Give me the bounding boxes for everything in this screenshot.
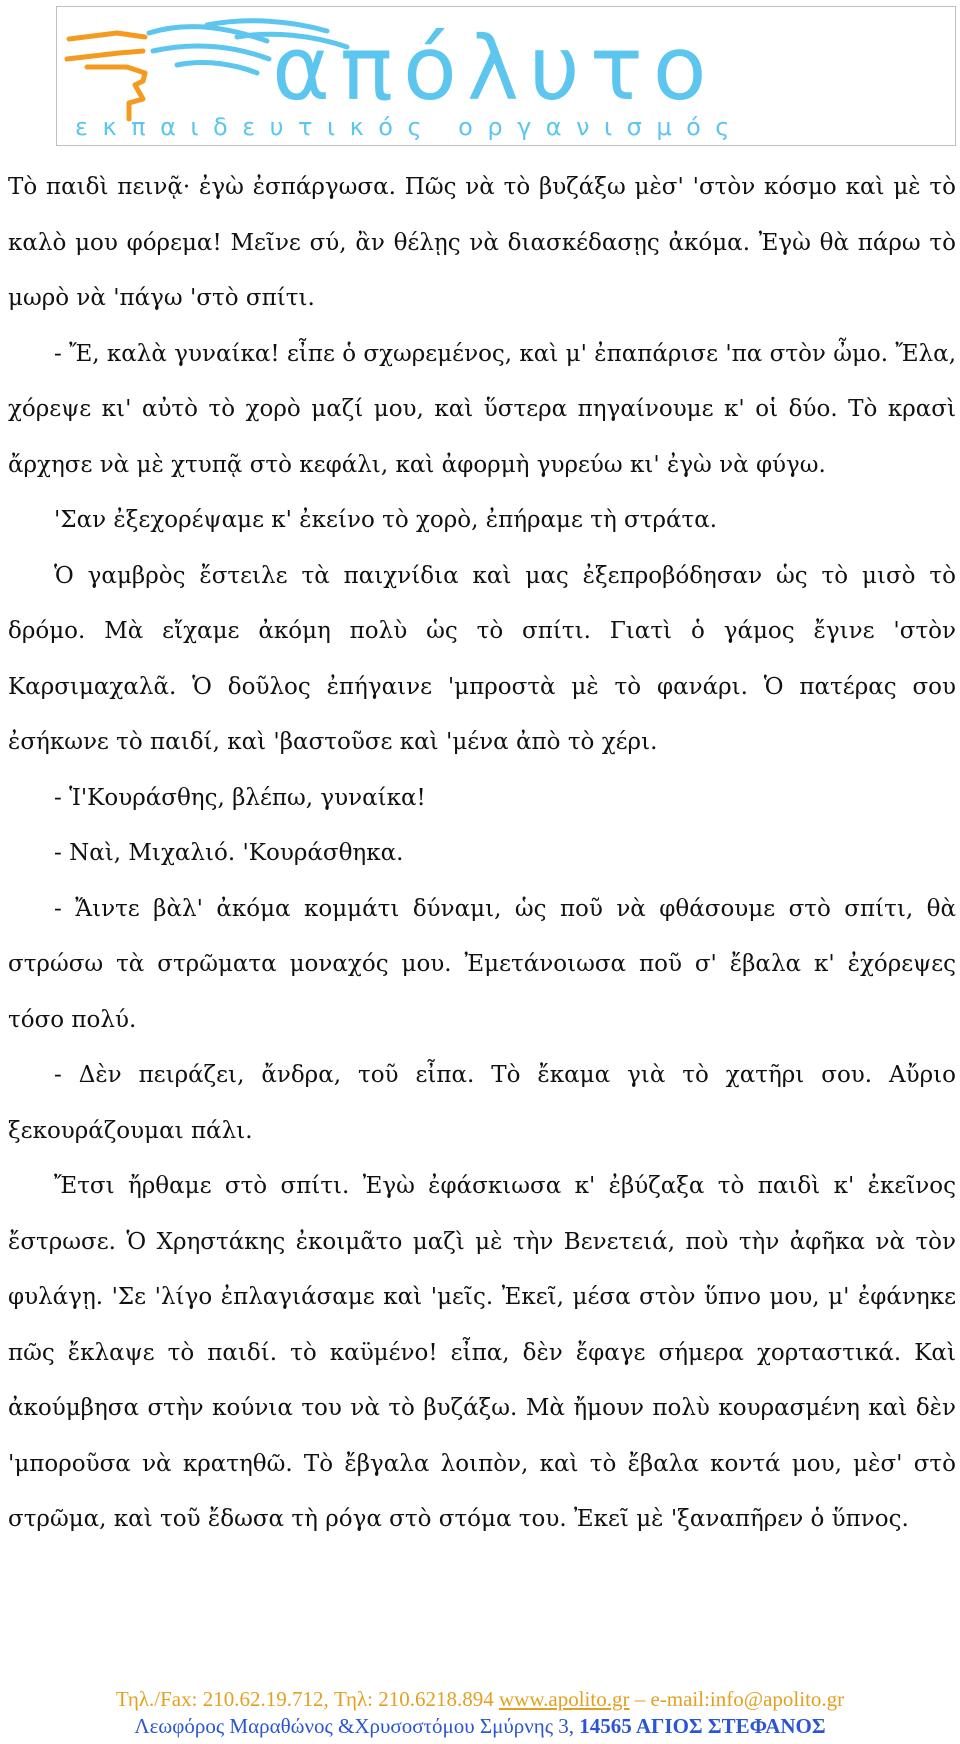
- paragraph: - Ἄιντε βὰλ' ἀκόμα κομμάτι δύναμι, ὡς ποῦ νὰ φθάσουμε στὸ σπίτι, θὰ στρώσω τὰ στρῶματα μοναχός μου. Ἐμετάνοιωσα ποῦ σ' ἔβαλα κ' ἐχόρεψες τόσο πολύ.: [8, 895, 956, 1033]
- footer-website-link[interactable]: www.apolito.gr: [499, 1687, 630, 1711]
- footer-separator: –: [634, 1687, 646, 1711]
- page-footer: [0, 1686, 960, 1740]
- paragraph: Ἔτσι ἤρθαμε στὸ σπίτι. Ἐγὼ ἐφάσκιωσα κ' ἐβύζαξα τὸ παιδὶ κ' ἐκεῖνος ἔστρωσε. Ὁ Χρηστάκης ἐκοιμᾶτο μαζὶ μὲ τὴν Βενετειά, ποὺ τὴν ἀφῆκα νὰ τὸν φυλάγῃ. 'Σε 'λίγο ἐπλαγιάσαμε καὶ 'μεῖς. Ἐκεῖ, μέσα στὸν ὕπνο μου, μ' ἐφάνηκε πῶς ἔκλαψε τὸ παιδί. τὸ καϋμένο! εἶπα, δὲν ἔφαγε σήμερα χορταστικά. Καὶ ἀκούμβησα στὴν κούνια του νὰ τὸ βυζάξω. Μὰ ἤμουν πολὺ κουρασμένη καὶ δὲν 'μποροῦσα νὰ κρατηθῶ. Τὸ ἔβγαλα λοιπὸν, καὶ τὸ ἔβαλα κοντά μου, μὲσ' στὸ στρῶμα, καὶ τοῦ ἔδωσα τὴ ρόγα στὸ στόμα του. Ἐκεῖ μὲ 'ξαναπῆρεν ὁ ὕπνος.: [8, 1173, 956, 1532]
- paragraph: Ὁ γαμβρὸς ἔστειλε τὰ παιχνίδια καὶ μας ἐξεπροβόδησαν ὡς τὸ μισὸ τὸ δρόμο. Μὰ εἴχαμε ἀκόμη πολὺ ὡς τὸ σπίτι. Γιατὶ ὁ γάμος ἔγινε 'στὸν Καρσιμαχαλᾶ. Ὁ δοῦλος ἐπήγαινε 'μπροστὰ μὲ τὸ φανάρι. Ὁ πατέρας σου ἐσήκωνε τὸ παιδί, καὶ 'βαστοῦσε καὶ 'μένα ἀπὸ τὸ χέρι.: [8, 562, 956, 755]
- paragraph: Τὸ παιδὶ πεινᾷ· ἐγὼ ἐσπάργωσα. Πῶς νὰ τὸ βυζάξω μὲσ' 'στὸν κόσμο καὶ μὲ τὸ καλὸ μου φόρεμα! Μεῖνε σύ, ἂν θέλῃς νὰ διασκέδασῃς ἀκόμα. Ἐγὼ θὰ πάρω τὸ μωρὸ νὰ 'πάγω 'στὸ σπίτι.: [8, 174, 956, 311]
- paragraph: 'Σαν ἐξεχορέψαμε κ' ἐκείνο τὸ χορὸ, ἐπήραμε τὴ στράτα.: [54, 507, 718, 533]
- logo-wordmark: απόλυτο: [272, 17, 717, 120]
- header-logo-frame: [56, 6, 956, 146]
- footer-contact-line: [0, 1686, 960, 1713]
- paragraph: - Ἔ, καλὰ γυναίκα! εἶπε ὁ σχωρεμένος, καὶ μ' ἐπαπάρισε 'πα στὸν ὦμο. Ἔλα, χόρεψε κι' αὐτὸ τὸ χορὸ μαζί μου, καὶ ὕστερα πηγαίνουμε κ' οἱ δύο. Τὸ κρασὶ ἄρχησε νὰ μὲ χτυπᾷ στὸ κεφάλι, καὶ ἀφορμὴ γυρεύω κι' ἐγὼ νὰ φύγω.: [8, 340, 956, 478]
- paragraph: - Ναὶ, Μιχαλιό. 'Κουράσθηκα.: [54, 840, 404, 866]
- footer-phone: Τηλ./Fax: 210.62.19.712, Τηλ: 210.6218.894: [115, 1687, 494, 1711]
- document-body: [8, 160, 956, 1548]
- footer-address: Λεωφόρος Μαραθώνος &Χρυσοστόμου Σμύρνης 3,: [134, 1714, 575, 1738]
- paragraph: - Ἱ'Κουράσθης, βλέπω, γυναίκα!: [54, 784, 426, 811]
- footer-email[interactable]: e-mail:info@apolito.gr: [650, 1687, 845, 1711]
- footer-address-line: [0, 1713, 960, 1740]
- footer-postal-area: 14565 ΑΓΙΟΣ ΣΤΕΦΑΝΟΣ: [579, 1714, 826, 1738]
- paragraph: - Δὲν πειράζει, ἄνδρα, τοῦ εἶπα. Τὸ ἔκαμα γιὰ τὸ χατῆρι σου. Αὔριο ξεκουράζουμαι πάλι.: [8, 1062, 956, 1144]
- logo-face-icon: [67, 33, 145, 119]
- logo-tagline: εκπαιδευτικός οργανισμός: [75, 113, 744, 141]
